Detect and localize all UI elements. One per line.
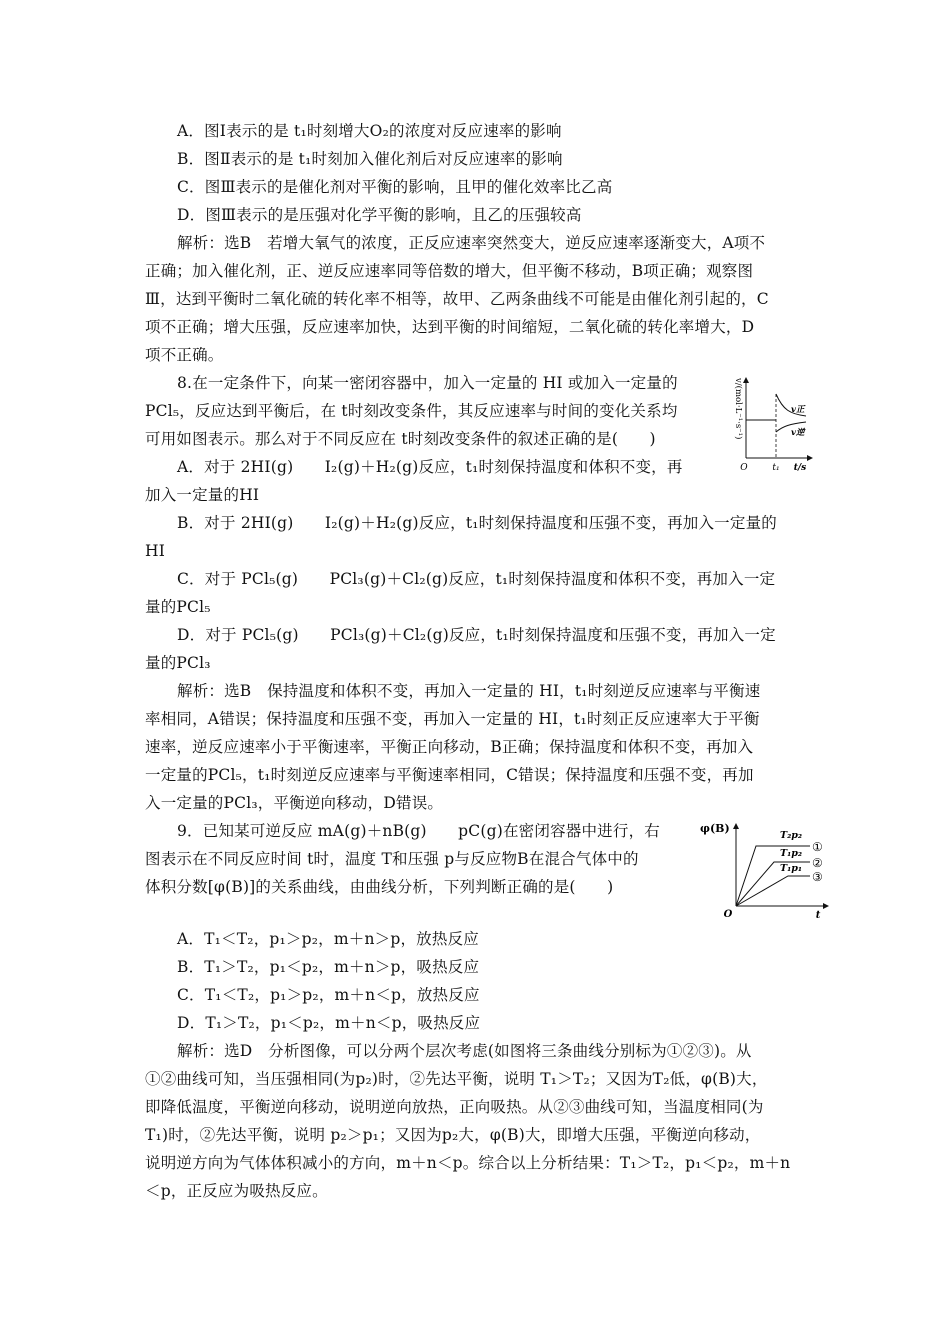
option-a-q7: A．图Ⅰ表示的是 t₁时刻增大O₂的浓度对反应速率的影响: [177, 122, 562, 140]
question-9-line2: 图表示在不同反应时间 t时，温度 T和压强 p与反应物B在混合气体中的: [145, 850, 639, 868]
curve-2-marker: ②: [812, 856, 823, 870]
option-b-q8-line1: B．对于 2HI(g) I₂(g)＋H₂(g)反应，t₁时刻保持温度和压强不变，再加入一定量的: [177, 514, 777, 532]
question-9-line1: 9．已知某可逆反应 mA(g)＋nB(g) pC(g)在密闭容器中进行，右: [177, 822, 660, 840]
option-b-q8-line2: HI: [145, 542, 166, 560]
analysis-q9-line1: 解析：选D 分析图像，可以分两个层次考虑(如图将三条曲线分别标为①②③)。从: [177, 1042, 752, 1060]
analysis-q9-line4: T₁)时，②先达平衡，说明 p₂＞p₁；又因为p₂大，φ(B)大，即增大压强，平衡逆向移动，: [145, 1126, 761, 1144]
analysis-q7-line4: 项不正确；增大压强，反应速率加快，达到平衡的时间缩短，二氧化硫的转化率增大，D: [145, 318, 755, 336]
question-9-line3: 体积分数[φ(B)]的关系曲线，由曲线分析，下列判断正确的是( ): [145, 878, 614, 896]
option-c-q8-line2: 量的PCl₅: [145, 598, 211, 616]
curve-3-label: T₁p₁: [780, 863, 803, 874]
x-axis-label: t: [815, 910, 821, 920]
option-a-q9: A．T₁＜T₂，p₁＞p₂，m＋n＞p，放热反应: [177, 930, 479, 948]
analysis-q7-line5: 项不正确。: [145, 346, 224, 364]
reverse-rate-label: v逆: [791, 428, 805, 438]
option-d-q8-line1: D．对于 PCl₅(g) PCl₃(g)＋Cl₂(g)反应，t₁时刻保持温度和压强不变，再加入一定: [177, 626, 776, 644]
curve-1-marker: ①: [812, 840, 823, 854]
curve-3: [736, 876, 810, 906]
analysis-q9-line3: 即降低温度，平衡逆向移动，说明逆向放热，正向吸热。从②③曲线可知，当温度相同(为: [145, 1098, 764, 1116]
analysis-q7-line3: Ⅲ，达到平衡时二氧化硫的转化率不相等，故甲、乙两条曲线不可能是由催化剂引起的，C: [145, 290, 769, 308]
curve-1-label: T₂p₂: [780, 830, 803, 841]
analysis-q8-line2: 率相同，A错误；保持温度和压强不变，再加入一定量的 HI，t₁时刻正反应速率大于平衡: [145, 710, 760, 728]
option-c-q8-line1: C．对于 PCl₅(g) PCl₃(g)＋Cl₂(g)反应，t₁时刻保持温度和体积不变，再加入一定: [177, 570, 776, 588]
curve-3-marker: ③: [812, 870, 823, 884]
option-a-q8-line1: A．对于 2HI(g) I₂(g)＋H₂(g)反应，t₁时刻保持温度和体积不变，再: [177, 458, 683, 476]
question-8-line3: 可用如图表示。那么对于不同反应在 t时刻改变条件的叙述正确的是( ): [145, 430, 656, 448]
analysis-q8-line5: 入一定量的PCl₃，平衡逆向移动，D错误。: [145, 794, 444, 812]
origin-label: O: [723, 909, 733, 920]
y-axis-label: φ(B): [700, 822, 730, 835]
x-axis-label: t/s: [793, 463, 807, 473]
t1-label: t₁: [772, 463, 780, 473]
analysis-q8-line4: 一定量的PCl₅，t₁时刻逆反应速率与平衡速率相同，C错误；保持温度和压强不变，再加: [145, 766, 754, 784]
y-axis-label: v/(mol·L⁻¹·s⁻¹): [733, 378, 743, 440]
analysis-q7-line1: 解析：选B 若增大氧气的浓度，正反应速率突然变大，逆反应速率逐渐变大，A项不: [177, 234, 766, 252]
origin-label: O: [740, 463, 748, 473]
option-b-q9: B．T₁＞T₂，p₁＜p₂，m＋n＞p，吸热反应: [177, 958, 480, 976]
option-b-q7: B．图Ⅱ表示的是 t₁时刻加入催化剂后对反应速率的影响: [177, 150, 563, 168]
forward-rate-label: v正: [791, 405, 805, 415]
analysis-q8-line3: 速率，逆反应速率小于平衡速率，平衡正向移动，B正确；保持温度和体积不变，再加入: [145, 738, 754, 756]
analysis-q7-line2: 正确；加入催化剂，正、逆反应速率同等倍数的增大，但平衡不移动，B项正确；观察图: [145, 262, 754, 280]
curve-2-label: T₁p₂: [780, 848, 803, 859]
question-8-line2: PCl₅，反应达到平衡后，在 t时刻改变条件，其反应速率与时间的变化关系均: [145, 402, 678, 420]
rate-time-figure: [728, 372, 818, 478]
analysis-q9-line5: 说明逆方向为气体体积减小的方向，m＋n＜p。综合以上分析结果：T₁＞T₂，p₁＜p₂，m＋n: [145, 1154, 791, 1172]
option-c-q9: C．T₁＜T₂，p₁＞p₂，m＋n＜p，放热反应: [177, 986, 480, 1004]
option-d-q7: D．图Ⅲ表示的是压强对化学平衡的影响，且乙的压强较高: [177, 206, 582, 224]
question-8-line1: 8.在一定条件下，向某一密闭容器中，加入一定量的 HI 或加入一定量的: [177, 374, 678, 392]
analysis-q9-line6: ＜p，正反应为吸热反应。: [145, 1182, 328, 1200]
option-d-q8-line2: 量的PCl₃: [145, 654, 211, 672]
analysis-q8-line1: 解析：选B 保持温度和体积不变，再加入一定量的 HI，t₁时刻逆反应速率与平衡速: [177, 682, 761, 700]
volume-fraction-figure: [700, 818, 830, 920]
option-d-q9: D．T₁＞T₂，p₁＜p₂，m＋n＜p，吸热反应: [177, 1014, 481, 1032]
analysis-q9-line2: ①②曲线可知，当压强相同(为p₂)时，②先达平衡，说明 T₁＞T₂；又因为T₂低，φ(B)大，: [145, 1070, 768, 1088]
option-c-q7: C．图Ⅲ表示的是催化剂对平衡的影响，且甲的催化效率比乙高: [177, 178, 613, 196]
option-a-q8-line2: 加入一定量的HI: [145, 486, 260, 504]
